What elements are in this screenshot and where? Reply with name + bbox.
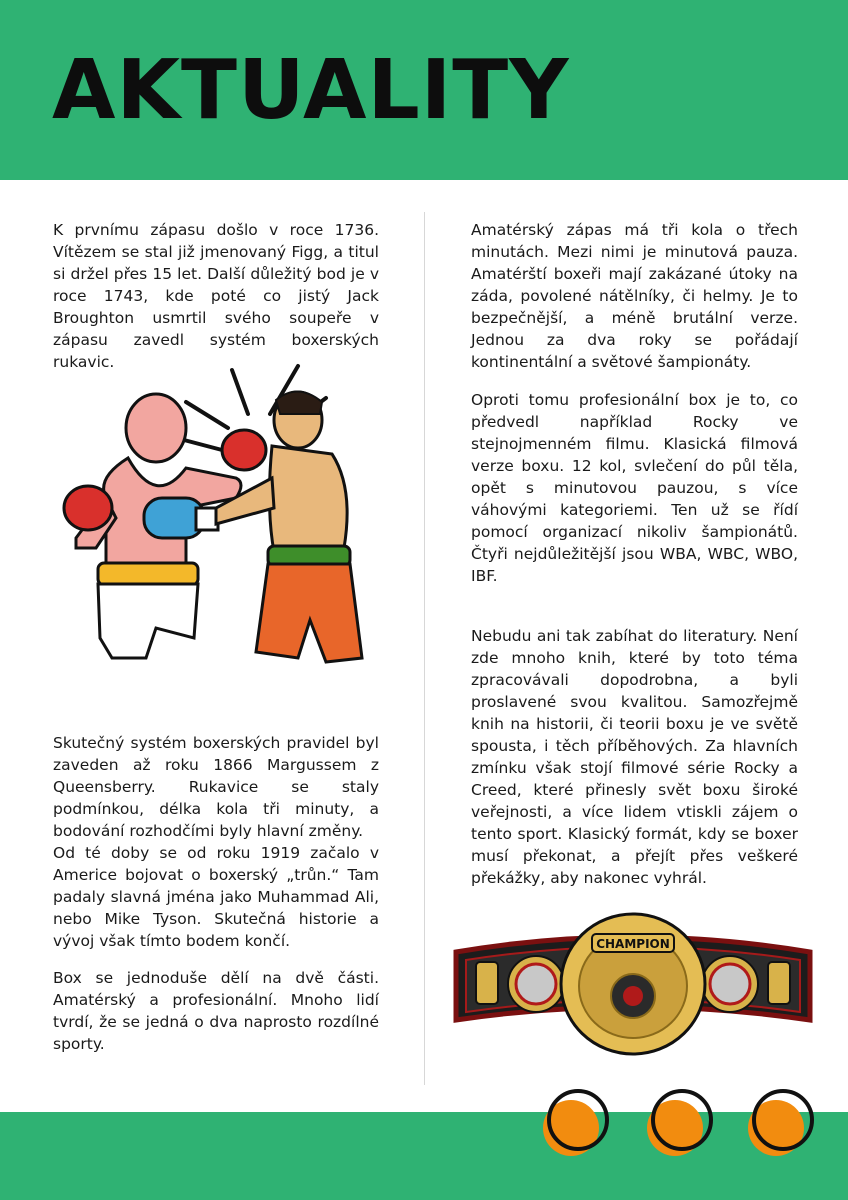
belt-plate-text: CHAMPION [596,937,670,951]
left-paragraph-1: K prvnímu zápasu došlo v roce 1736. Vítězem se stal již jmenovaný Figg, a titul si držel přes 15 let. Další důležitý bod je v roce 1743, kde poté co jistý Jack Broughton usmrtil svého soupeře v zápasu zavedl systém boxerských rukavic. [53,221,379,371]
page-title: AKTUALITY [52,43,570,138]
boxers-illustration [36,358,372,678]
left-belt-plate [476,956,564,1012]
right-belt-plate [702,956,790,1012]
left-paragraph-3: Box se jednoduše dělí na dvě části. Amatérský a profesionální. Mnoho lidí tvrdí, že se jedná o dva naprosto rozdílné sporty. [53,969,379,1053]
column-divider [424,212,425,1085]
championship-belt [452,902,814,1062]
right-paragraph-1: Amatérský zápas má tři kola o třech minutách. Mezi nimi je minutová pauza. Amatérští boxeři mají zakázané útoky na záda, povolené nátělníky, či helmy. Je to bezpečnější, a méně brutální verze. Jednou za dva roky se pořádají kontinentální a světové šampionáty. [471,221,798,371]
circle-decoration-3 [745,1088,815,1158]
circle-decoration-2 [644,1088,714,1158]
circle-decoration-1 [540,1088,610,1158]
right-paragraph-3: Nebudu ani tak zabíhat do literatury. Není zde mnoho knih, které by toto téma zpracovávali dopodrobna, a byli proslavené svou kvalitou. Samozřejmě knih na historii, či teorii boxu je ve světě spousta, i těch příběhových. Za hlavních zmínku však stojí filmové série Rocky a Creed, které přinesly svět boxu široké veřejnosti, a více lidem vtiskli zájem o tento sport. Klasický formát, kdy se boxer musí překonat, a přejít přes veškeré překážky, aby nakonec vyhrál. [471,627,798,887]
left-boxer [64,394,241,658]
left-paragraph-2: Skutečný systém boxerských pravidel byl zaveden až roku 1866 Margussem z Queensberry. Rukavice se staly podmínkou, délka kola tři minuty, a bodování rozhodčími byly hlavní změny. Od té doby se od roku 1919 začalo v Americe bojovat o boxerský „trůn.“ Tam padaly slavná jména jako Muhammad Ali, nebo Mike Tyson. Skutečná historie a vývoj však tímto bodem končí. [53,734,379,950]
footer-band [0,1112,848,1200]
center-belt-plate [561,914,705,1054]
right-boxer [216,391,362,662]
right-paragraph-2: Oproti tomu profesionální box je to, co předvedl například Rocky ve stejnojmenném filmu. Klasická filmová verze boxu. 12 kol, svlečení do půl těla, opět s minutovou pauzou, s více váhovými kategoriemi. Ten už se řídí pomocí organizací nikoliv šampionátů. Čtyři nejdůležitější jsou WBA, WBC, WBO, IBF. [471,391,798,585]
